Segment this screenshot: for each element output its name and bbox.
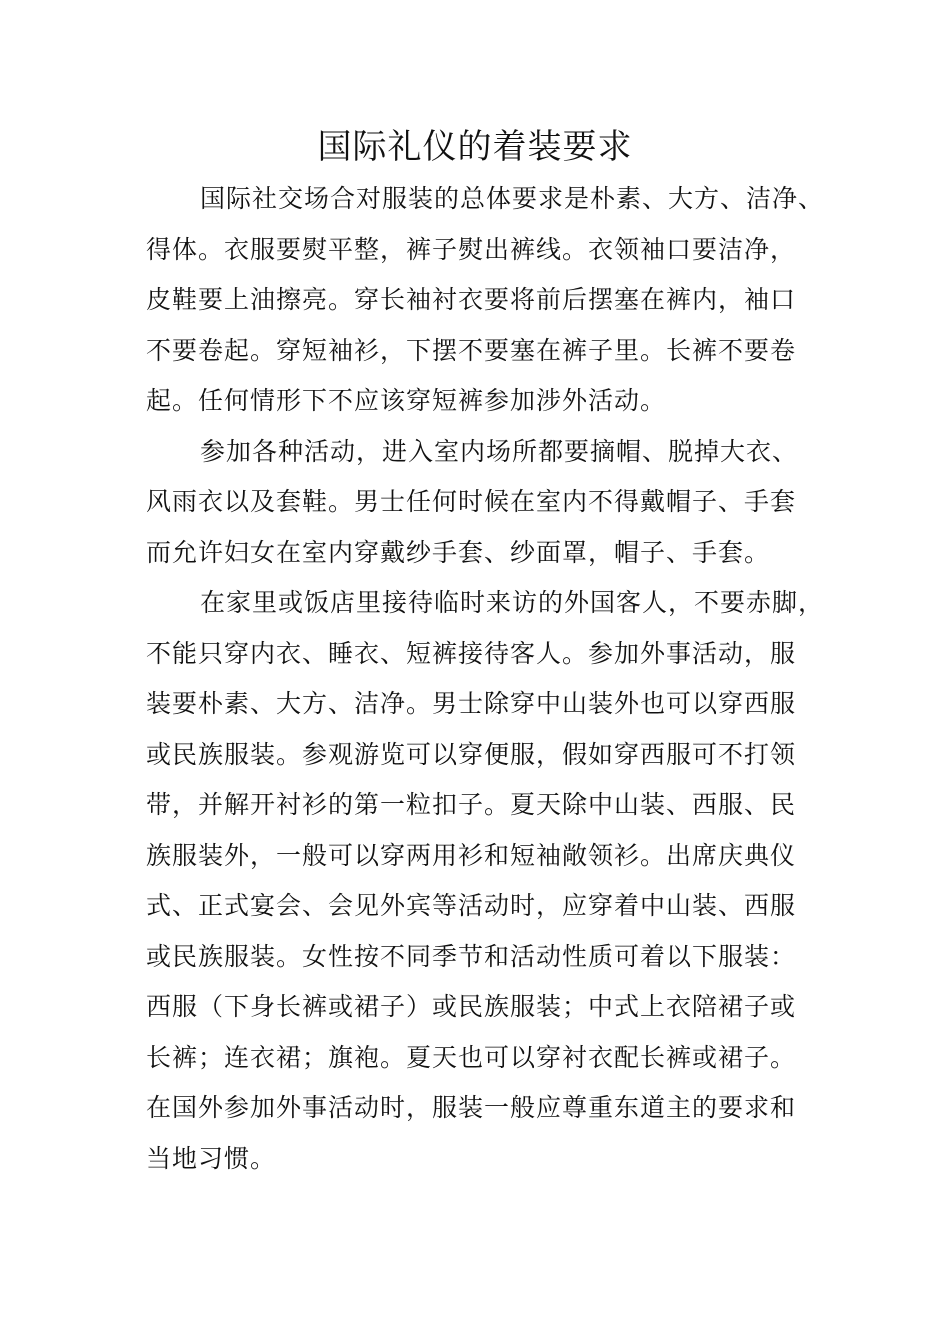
paragraph-line: 参加各种活动，进入室内场所都要摘帽、脱掉大衣、 (200, 436, 799, 466)
document-title: 国际礼仪的着装要求 (317, 127, 633, 167)
paragraph-line: 族服装外，一般可以穿两用衫和短袖敞领衫。出席庆典仪 (146, 840, 797, 870)
paragraph-line: 国际社交场合对服装的总体要求是朴素、大方、洁净、 (200, 184, 825, 213)
paragraph-line: 不要卷起。穿短袖衫，下摆不要塞在裤子里。长裤不要卷 (146, 335, 797, 365)
paragraph-line: 式、正式宴会、会见外宾等活动时，应穿着中山装、西服 (146, 891, 797, 920)
paragraph-line: 得体。衣服要熨平整，裤子熨出裤线。衣领袖口要洁净， (146, 234, 797, 264)
paragraph-line: 装要朴素、大方、洁净。男士除穿中山装外也可以穿西服 (146, 689, 797, 718)
paragraph-line: 不能只穿内衣、睡衣、短裤接待客人。参加外事活动，服 (146, 638, 797, 668)
paragraph-line: 在国外参加外事活动时，服装一般应尊重东道主的要求和 (146, 1093, 797, 1122)
paragraph-line: 而允许妇女在室内穿戴纱手套、纱面罩，帽子、手套。 (146, 537, 771, 567)
paragraph-line: 西服（下身长裤或裙子）或民族服装；中式上衣陪裙子或 (146, 992, 797, 1021)
paragraph-line: 在家里或饭店里接待临时来访的外国客人，不要赤脚， (200, 588, 825, 617)
paragraph-line: 皮鞋要上油擦亮。穿长袖衬衣要将前后摆塞在裤内，袖口 (146, 285, 797, 314)
paragraph-line: 或民族服装。参观游览可以穿便服，假如穿西服可不打领 (146, 739, 797, 769)
paragraph-3 (146, 578, 836, 1184)
paragraph-line: 长裤；连衣裙；旗袍。夏天也可以穿衬衣配长裤或裙子。 (146, 1042, 797, 1072)
paragraph-1 (146, 174, 836, 427)
paragraph-line: 当地习惯。 (146, 1143, 277, 1173)
document-body (146, 174, 836, 1184)
paragraph-line: 或民族服装。女性按不同季节和活动性质可着以下服装： (146, 941, 797, 971)
paragraph-line: 起。任何情形下不应该穿短裤参加涉外活动。 (146, 386, 667, 415)
paragraph-line: 带，并解开衬衫的第一粒扣子。夏天除中山装、西服、民 (146, 790, 797, 819)
paragraph-line: 风雨衣以及套鞋。男士任何时候在室内不得戴帽子、手套 (146, 487, 797, 516)
paragraph-2 (146, 427, 836, 579)
